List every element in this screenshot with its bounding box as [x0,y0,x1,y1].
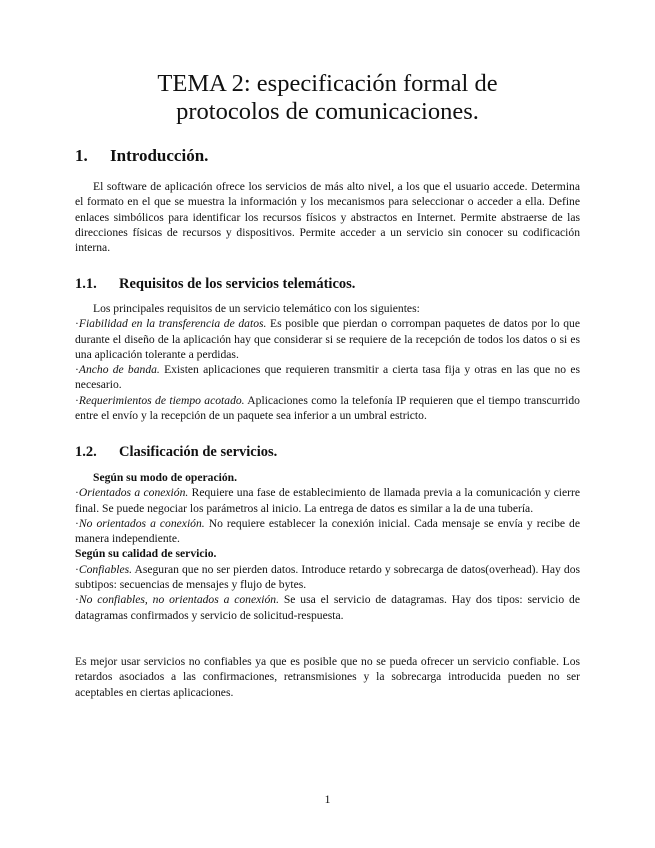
section-1-1-heading [75,276,355,293]
document-title [75,70,580,126]
classification-term: Orientados a conexión. [78,486,189,500]
section-1-1-intro: Los principales requisitos de un servicio telemático con los siguientes: [93,302,420,315]
classification-item: ·Orientados a conexión. Requiere una fase de establecimiento de llamada previa a la comunicación y cierre final. Se puede negociar los parámetros al inicio. La entrega de datos es similar a la de una tubería. [75,486,581,515]
classification-term: Confiables. [78,562,133,576]
section-1-title: Introducción. [110,146,209,165]
requirement-item: ·Requerimientos de tiempo acotado. Aplicaciones como la telefonía IP requieren que el tiempo transcurrido entre el envío y la recepción de un paquete sea inferior a un umbral estricto. [75,393,580,423]
section-1-1-number: 1.1. [75,276,97,292]
classification-term: No confiables, no orientados a conexión. [78,593,279,607]
requirement-term: Ancho de banda. [78,363,160,377]
title-line-1: TEMA 2: especificación formal de [157,70,498,97]
section-1-2-heading [75,444,277,461]
requirement-item: ·Ancho de banda. Existen aplicaciones que requieren transmitir a cierta tasa fija y otras en las que no es necesario. [75,363,580,392]
closing-body [75,654,580,700]
document-page [75,0,581,699]
section-1-number: 1. [75,146,88,165]
classification-item: ·No orientados a conexión. No requiere establecer la conexión inicial. Cada mensaje se envía y recibe de manera independiente. [75,516,580,546]
closing-paragraph: Es mejor usar servicios no confiables ya que es posible que no se pueda ofrecer un servicio confiable. Los retardos asociados a las confirmaciones, retransmisiones y la sobrecarga introducida pueden no ser aceptables en ciertas aplicaciones. [75,655,580,699]
subheading-operation-mode: Según su modo de operación. [93,471,237,484]
section-1-1-body [75,301,580,423]
section-1-body [75,179,580,255]
requirement-term: Fiabilidad en la transferencia de datos. [78,317,267,331]
classification-term: No orientados a conexión. [78,516,205,530]
section-1-heading [75,146,208,166]
classification-item: ·Confiables. Aseguran que no ser pierden datos. Introduce retardo y sobrecarga de datos(overhead). Hay dos subtipos: secuencias de mensajes y flujo de bytes. [75,562,580,592]
title-line-2: protocolos de comunicaciones. [176,98,479,125]
requirement-item: ·Fiabilidad en la transferencia de datos. Es posible que pierdan o corrompan paquetes de datos por lo que durante el diseño de la aplicación hay que considerar si se requiere de la recepción de todos los datos o si es una aplicación tolerante a perdidas. [75,317,581,361]
subheading-service-quality: Según su calidad de servicio. [75,547,217,561]
page-number: 1 [324,792,331,806]
section-1-paragraph: El software de aplicación ofrece los servicios de más alto nivel, a los que el usuario accede. Determina el formato en el que se muestra la información y los mecanismos para seleccionar o acceder a ella. Define enlaces simbólicos para identificar los recursos físicos y abstractos en Internet. Permite abstraerse de las direcciones físicas de recursos y dispositivos. Permite acceder a un servicio sin conocer su codificación interna. [75,180,580,255]
section-1-2-number: 1.2. [75,444,97,460]
section-1-1-title: Requisitos de los servicios telemáticos. [119,276,356,292]
section-1-2-title: Clasificación de servicios. [119,444,278,460]
section-1-2-body [75,470,580,623]
classification-item: ·No confiables, no orientados a conexión. Se usa el servicio de datagramas. Hay dos tipos: servicio de datagramas confirmados y servicio de solicitud-respuesta. [75,593,580,622]
requirement-term: Requerimientos de tiempo acotado. [78,393,245,407]
